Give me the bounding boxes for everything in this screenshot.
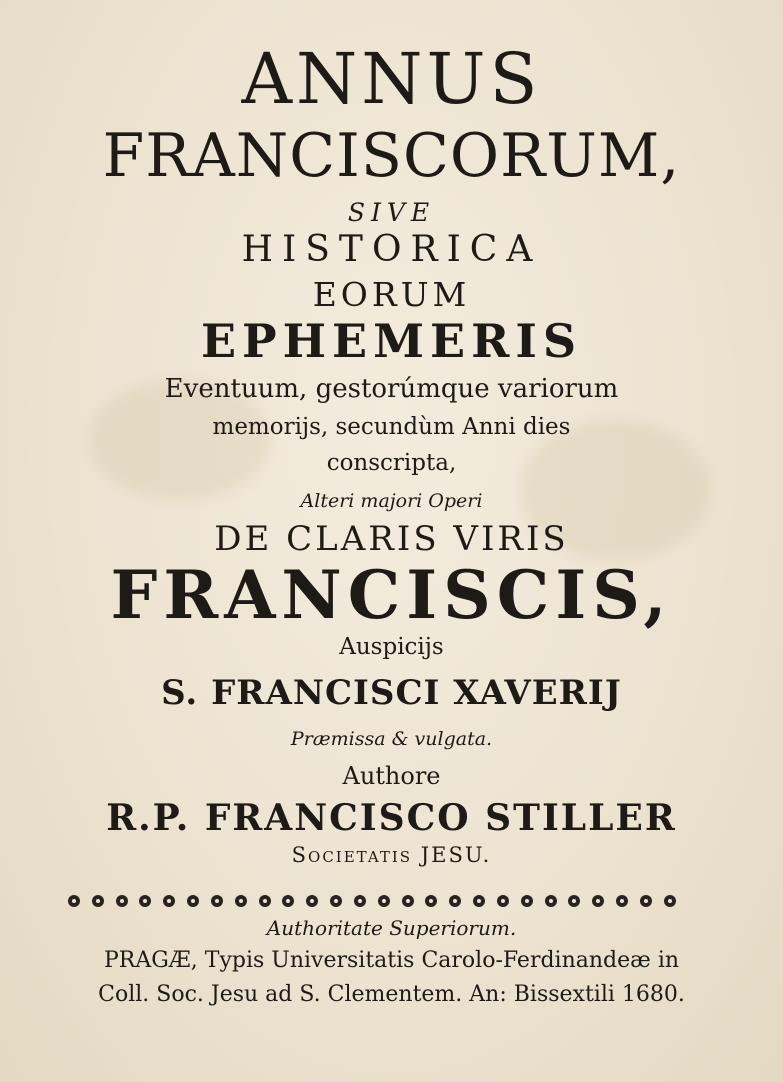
- title-line-de-claris-viris: DE CLARIS VIRIS: [214, 519, 569, 559]
- subtitle-line-memorijs: memorijs, secundùm Anni dies: [212, 414, 571, 440]
- title-line-xaverij: S. FRANCISCI XAVERIJ: [161, 673, 622, 713]
- fleuron-icon: [90, 893, 106, 909]
- imprint-authoritate: Authoritate Superiorum.: [266, 916, 517, 940]
- subtitle-line-auspicijs: Auspicijs: [339, 634, 444, 660]
- subtitle-line-alteri: Alteri majori Operi: [300, 490, 483, 512]
- subtitle-line-eventuum: Eventuum, gestorúmque variorum: [164, 374, 619, 404]
- fleuron-icon: [352, 893, 368, 909]
- fleuron-icon: [638, 893, 654, 909]
- title-line-sive: SIVE: [347, 198, 436, 227]
- fleuron-icon: [519, 893, 535, 909]
- fleuron-icon: [233, 893, 249, 909]
- title-line-historica: HISTORICA: [241, 229, 542, 270]
- fleuron-icon: [447, 893, 463, 909]
- imprint-collegium: Coll. Soc. Jesu ad S. Clementem. An: Bissextili 1680.: [98, 982, 685, 1007]
- fleuron-icon: [185, 893, 201, 909]
- fleuron-icon: [280, 893, 296, 909]
- fleuron-icon: [328, 893, 344, 909]
- fleuron-icon: [66, 893, 82, 909]
- title-line-eorum: EORUM: [312, 275, 471, 314]
- fleuron-icon: [590, 893, 606, 909]
- printer-fleuron-row: [66, 890, 678, 912]
- imprint-pragae: PRAGÆ, Typis Universitatis Carolo-Ferdinandeæ in: [103, 948, 680, 973]
- fleuron-icon: [137, 893, 153, 909]
- title-line-annus: ANNUS: [241, 38, 542, 120]
- fleuron-icon: [376, 893, 392, 909]
- title-line-franciscorum: FRANCISCORUM,: [102, 121, 681, 191]
- fleuron-icon: [566, 893, 582, 909]
- fleuron-icon: [161, 893, 177, 909]
- subtitle-line-conscripta: conscripta,: [326, 450, 457, 476]
- fleuron-icon: [662, 893, 678, 909]
- fleuron-icon: [114, 893, 130, 909]
- subtitle-line-authore: Authore: [342, 762, 441, 790]
- fleuron-icon: [400, 893, 416, 909]
- fleuron-icon: [257, 893, 273, 909]
- author-society: Societatis JESU.: [291, 843, 492, 867]
- subtitle-line-praemissa: Præmissa & vulgata.: [290, 728, 493, 750]
- fleuron-icon: [471, 893, 487, 909]
- fleuron-icon: [304, 893, 320, 909]
- title-line-ephemeris: EPHEMERIS: [200, 314, 583, 368]
- author-name: R.P. FRANCISCO STILLER: [106, 797, 677, 839]
- fleuron-icon: [543, 893, 559, 909]
- title-line-franciscis: FRANCISCIS,: [110, 556, 673, 634]
- fleuron-icon: [423, 893, 439, 909]
- fleuron-icon: [209, 893, 225, 909]
- fleuron-icon: [495, 893, 511, 909]
- fleuron-icon: [614, 893, 630, 909]
